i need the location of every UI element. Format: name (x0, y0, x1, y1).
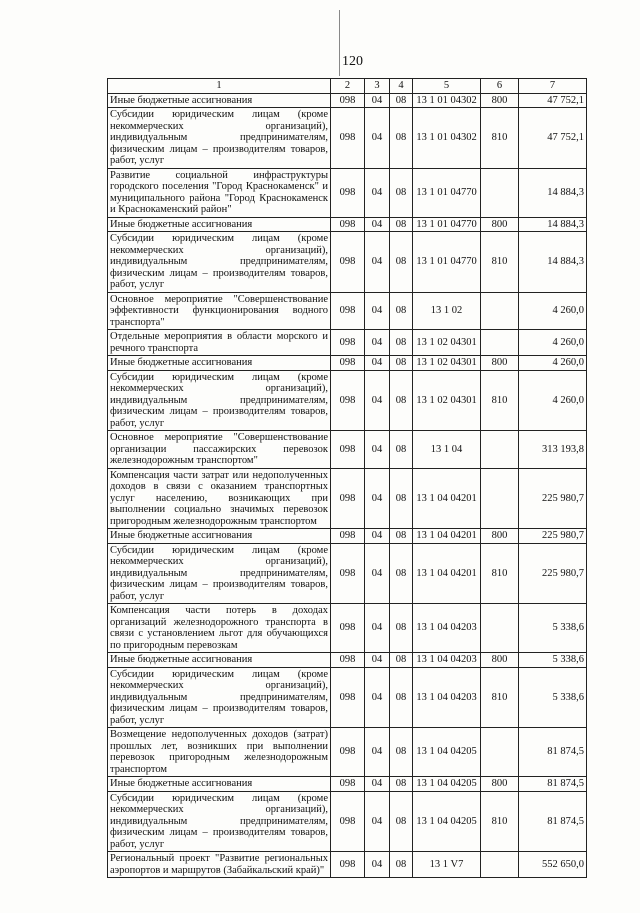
ministry-code-cell: 098 (331, 108, 365, 169)
table-row (108, 431, 587, 469)
table-row (108, 217, 587, 232)
target-article-cell: 13 1 04 04201 (413, 543, 481, 604)
ministry-code-cell: 098 (331, 370, 365, 431)
amount-cell: 5 338,6 (519, 667, 587, 728)
expense-type-cell: 800 (481, 93, 519, 108)
table-row (108, 232, 587, 293)
section-cell: 04 (365, 168, 390, 217)
subsection-cell: 08 (390, 93, 413, 108)
amount-cell: 4 260,0 (519, 330, 587, 356)
table-row (108, 356, 587, 371)
expense-type-cell: 810 (481, 667, 519, 728)
amount-cell: 14 884,3 (519, 217, 587, 232)
ministry-code-cell: 098 (331, 93, 365, 108)
section-cell: 04 (365, 653, 390, 668)
table-row (108, 852, 587, 878)
section-cell: 04 (365, 108, 390, 169)
expense-type-cell: 800 (481, 356, 519, 371)
section-cell: 04 (365, 330, 390, 356)
amount-cell: 5 338,6 (519, 604, 587, 653)
subsection-cell: 08 (390, 667, 413, 728)
target-article-cell: 13 1 01 04770 (413, 232, 481, 293)
header-cell: 2 (331, 79, 365, 94)
expense-type-cell (481, 431, 519, 469)
section-cell: 04 (365, 232, 390, 293)
ministry-code-cell: 098 (331, 168, 365, 217)
header-cell: 6 (481, 79, 519, 94)
page-number: 120 (342, 54, 363, 69)
ministry-code-cell: 098 (331, 667, 365, 728)
amount-cell: 81 874,5 (519, 777, 587, 792)
table-row (108, 292, 587, 330)
expense-type-cell (481, 168, 519, 217)
amount-cell: 81 874,5 (519, 728, 587, 777)
section-cell: 04 (365, 728, 390, 777)
expense-type-cell (481, 852, 519, 878)
table-row (108, 791, 587, 852)
subsection-cell: 08 (390, 852, 413, 878)
target-article-cell: 13 1 02 04301 (413, 370, 481, 431)
subsection-cell: 08 (390, 777, 413, 792)
section-cell: 04 (365, 356, 390, 371)
expense-type-cell: 810 (481, 232, 519, 293)
table-body (108, 93, 587, 878)
subsection-cell: 08 (390, 431, 413, 469)
expense-type-cell: 810 (481, 370, 519, 431)
subsection-cell: 08 (390, 370, 413, 431)
expense-type-cell: 800 (481, 777, 519, 792)
subsection-cell: 08 (390, 543, 413, 604)
target-article-cell: 13 1 04 04203 (413, 667, 481, 728)
section-cell: 04 (365, 468, 390, 529)
expense-type-cell (481, 468, 519, 529)
subsection-cell: 08 (390, 108, 413, 169)
subsection-cell: 08 (390, 168, 413, 217)
target-article-cell: 13 1 02 04301 (413, 356, 481, 371)
table-row (108, 604, 587, 653)
table-row (108, 93, 587, 108)
subsection-cell: 08 (390, 529, 413, 544)
section-cell: 04 (365, 543, 390, 604)
section-cell: 04 (365, 529, 390, 544)
item-name-cell: Возмещение недополученных доходов (затрат) прошлых лет, возникших при выполнении перевозок пригородным железнодорожным транспортом (108, 728, 331, 777)
subsection-cell: 08 (390, 232, 413, 293)
target-article-cell: 13 1 04 04201 (413, 529, 481, 544)
table-row (108, 529, 587, 544)
amount-cell: 47 752,1 (519, 93, 587, 108)
ministry-code-cell: 098 (331, 330, 365, 356)
ministry-code-cell: 098 (331, 529, 365, 544)
section-cell: 04 (365, 777, 390, 792)
item-name-cell: Региональный проект "Развитие региональных аэропортов и маршрутов (Забайкальский край)" (108, 852, 331, 878)
table-row (108, 468, 587, 529)
section-cell: 04 (365, 292, 390, 330)
subsection-cell: 08 (390, 356, 413, 371)
header-cell: 4 (390, 79, 413, 94)
amount-cell: 4 260,0 (519, 292, 587, 330)
expense-type-cell: 800 (481, 529, 519, 544)
item-name-cell: Развитие социальной инфраструктуры городского поселения "Город Краснокаменск" и муниципального района "Город Краснокаменск и Краснокаменский район" (108, 168, 331, 217)
item-name-cell: Субсидии юридическим лицам (кроме некоммерческих организаций), индивидуальным предпринимателям, физическим лицам – производителям товаров, работ, услуг (108, 370, 331, 431)
target-article-cell: 13 1 01 04302 (413, 93, 481, 108)
item-name-cell: Иные бюджетные ассигнования (108, 217, 331, 232)
ministry-code-cell: 098 (331, 292, 365, 330)
table-row (108, 653, 587, 668)
ministry-code-cell: 098 (331, 431, 365, 469)
amount-cell: 4 260,0 (519, 356, 587, 371)
ministry-code-cell: 098 (331, 356, 365, 371)
table-row (108, 543, 587, 604)
expense-type-cell: 800 (481, 217, 519, 232)
item-name-cell: Иные бюджетные ассигнования (108, 777, 331, 792)
subsection-cell: 08 (390, 292, 413, 330)
subsection-cell: 08 (390, 217, 413, 232)
target-article-cell: 13 1 02 04301 (413, 330, 481, 356)
ministry-code-cell: 098 (331, 543, 365, 604)
ministry-code-cell: 098 (331, 468, 365, 529)
table-row (108, 108, 587, 169)
target-article-cell: 13 1 04 04205 (413, 728, 481, 777)
amount-cell: 81 874,5 (519, 791, 587, 852)
target-article-cell: 13 1 01 04302 (413, 108, 481, 169)
subsection-cell: 08 (390, 330, 413, 356)
item-name-cell: Иные бюджетные ассигнования (108, 356, 331, 371)
budget-table (107, 78, 587, 878)
subsection-cell: 08 (390, 728, 413, 777)
section-cell: 04 (365, 431, 390, 469)
table-row (108, 667, 587, 728)
ministry-code-cell: 098 (331, 852, 365, 878)
section-cell: 04 (365, 604, 390, 653)
ministry-code-cell: 098 (331, 777, 365, 792)
item-name-cell: Субсидии юридическим лицам (кроме некоммерческих организаций), индивидуальным предпринимателям, физическим лицам – производителям товаров, работ, услуг (108, 232, 331, 293)
item-name-cell: Субсидии юридическим лицам (кроме некоммерческих организаций), индивидуальным предпринимателям, физическим лицам – производителям товаров, работ, услуг (108, 543, 331, 604)
target-article-cell: 13 1 V7 (413, 852, 481, 878)
subsection-cell: 08 (390, 791, 413, 852)
section-cell: 04 (365, 370, 390, 431)
amount-cell: 225 980,7 (519, 529, 587, 544)
section-cell: 04 (365, 791, 390, 852)
target-article-cell: 13 1 04 04201 (413, 468, 481, 529)
item-name-cell: Иные бюджетные ассигнования (108, 93, 331, 108)
section-cell: 04 (365, 852, 390, 878)
table-row (108, 777, 587, 792)
section-cell: 04 (365, 217, 390, 232)
item-name-cell: Субсидии юридическим лицам (кроме некоммерческих организаций), индивидуальным предпринимателям, физическим лицам – производителям товаров, работ, услуг (108, 108, 331, 169)
subsection-cell: 08 (390, 653, 413, 668)
amount-cell: 14 884,3 (519, 232, 587, 293)
target-article-cell: 13 1 02 (413, 292, 481, 330)
amount-cell: 313 193,8 (519, 431, 587, 469)
header-cell: 1 (108, 79, 331, 94)
item-name-cell: Отдельные мероприятия в области морского и речного транспорта (108, 330, 331, 356)
margin-rule (339, 10, 340, 76)
table-row (108, 330, 587, 356)
section-cell: 04 (365, 667, 390, 728)
ministry-code-cell: 098 (331, 653, 365, 668)
ministry-code-cell: 098 (331, 604, 365, 653)
expense-type-cell (481, 728, 519, 777)
expense-type-cell (481, 330, 519, 356)
subsection-cell: 08 (390, 604, 413, 653)
table-row (108, 168, 587, 217)
item-name-cell: Основное мероприятие "Совершенствование эффективности функционирования водного транспорта" (108, 292, 331, 330)
target-article-cell: 13 1 04 04205 (413, 791, 481, 852)
target-article-cell: 13 1 04 (413, 431, 481, 469)
table-row (108, 370, 587, 431)
ministry-code-cell: 098 (331, 217, 365, 232)
amount-cell: 14 884,3 (519, 168, 587, 217)
target-article-cell: 13 1 01 04770 (413, 168, 481, 217)
expense-type-cell: 810 (481, 108, 519, 169)
ministry-code-cell: 098 (331, 232, 365, 293)
target-article-cell: 13 1 04 04203 (413, 604, 481, 653)
amount-cell: 4 260,0 (519, 370, 587, 431)
target-article-cell: 13 1 04 04205 (413, 777, 481, 792)
amount-cell: 225 980,7 (519, 468, 587, 529)
subsection-cell: 08 (390, 468, 413, 529)
ministry-code-cell: 098 (331, 791, 365, 852)
item-name-cell: Иные бюджетные ассигнования (108, 529, 331, 544)
header-cell: 7 (519, 79, 587, 94)
expense-type-cell: 810 (481, 543, 519, 604)
item-name-cell: Субсидии юридическим лицам (кроме некоммерческих организаций), индивидуальным предпринимателям, физическим лицам – производителям товаров, работ, услуг (108, 791, 331, 852)
expense-type-cell: 810 (481, 791, 519, 852)
amount-cell: 47 752,1 (519, 108, 587, 169)
amount-cell: 225 980,7 (519, 543, 587, 604)
item-name-cell: Субсидии юридическим лицам (кроме некоммерческих организаций), индивидуальным предпринимателям, физическим лицам – производителям товаров, работ, услуг (108, 667, 331, 728)
header-cell: 5 (413, 79, 481, 94)
target-article-cell: 13 1 04 04203 (413, 653, 481, 668)
table-row (108, 728, 587, 777)
item-name-cell: Основное мероприятие "Совершенствование организации пассажирских перевозок железнодорожным транспортом" (108, 431, 331, 469)
header-cell: 3 (365, 79, 390, 94)
expense-type-cell (481, 292, 519, 330)
target-article-cell: 13 1 01 04770 (413, 217, 481, 232)
expense-type-cell: 800 (481, 653, 519, 668)
item-name-cell: Иные бюджетные ассигнования (108, 653, 331, 668)
expense-type-cell (481, 604, 519, 653)
amount-cell: 5 338,6 (519, 653, 587, 668)
section-cell: 04 (365, 93, 390, 108)
item-name-cell: Компенсация части затрат или недополученных доходов в связи с оказанием транспортных услуг населению, возникающих при выполнении социально значимых перевозок пригородным железнодорожным транспортом (108, 468, 331, 529)
header-row (108, 79, 587, 94)
item-name-cell: Компенсация части потерь в доходах организаций железнодорожного транспорта в связи с установлением льгот для обучающихся по пригородным перевозкам (108, 604, 331, 653)
ministry-code-cell: 098 (331, 728, 365, 777)
amount-cell: 552 650,0 (519, 852, 587, 878)
